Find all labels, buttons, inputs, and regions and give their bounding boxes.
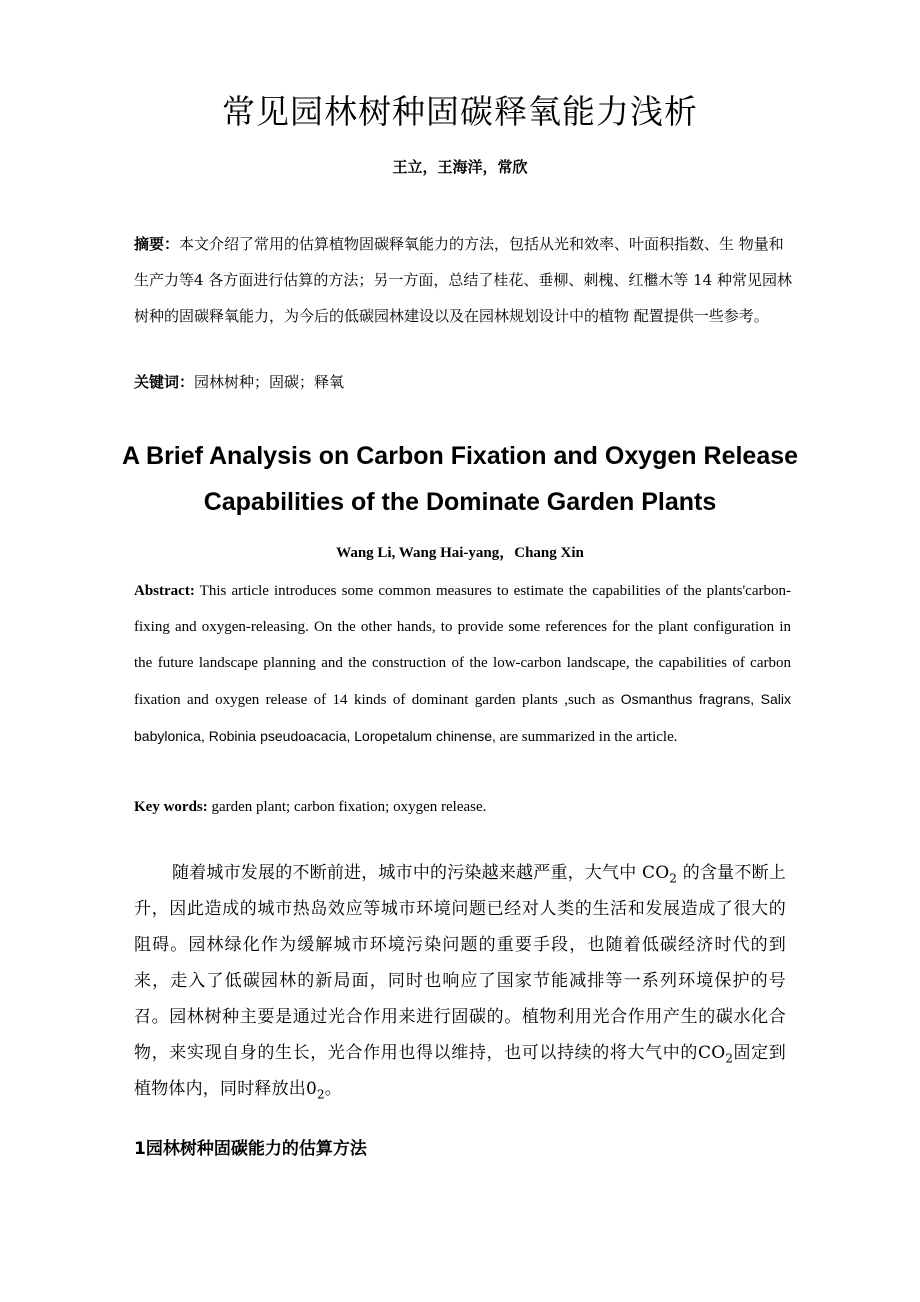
body-text-part: 随着城市发展的不断前进，城市中的污染越来越严重，大气中 CO (172, 863, 670, 883)
chinese-keywords (134, 366, 794, 398)
subscript: 2 (317, 1087, 325, 1102)
subscript: 2 (669, 871, 678, 886)
chinese-abstract-label: 摘要： (134, 235, 180, 253)
english-keywords-label: Key words: (134, 799, 208, 815)
body-text-part: 的含量不断上升，因此造成的城市热岛效应等城市环境问题已经对人类的生活和发展造成了很大的阻碍。园林绿化作为缓解城市环境污染问题的重要手段，也随着低碳经济时代的到来，走入了低碳园林的新局面，同时也响应了国家节能减排等一系列环境保护的号召。园林树种主要是通过光合作用来进行固碳的。植物利用光合作用产生的碳水化合物，来实现自身的生长，光合作用也得以维持，也可以持续的将大气中的CO (134, 863, 786, 1063)
english-title: A Brief Analysis on Carbon Fixation and Oxygen Release Capabilities of the Dominate Garden Plants (121, 442, 799, 516)
english-abstract-text-end: are summarized in the article. (495, 729, 678, 745)
english-keywords-text: garden plant; carbon fixation; oxygen release. (207, 799, 487, 815)
english-abstract-species: Osmanthus fragrans, Salix babylonica, Robinia pseudoacacia, Loropetalum chinense, (134, 691, 791, 744)
english-abstract-label: Abstract: (134, 583, 195, 599)
body-text-part: 固定到植物体内，同时释放出0 (134, 1043, 786, 1099)
chinese-authors: 王立，王海洋，常欣 (392, 158, 528, 176)
body-text-part: 。 (324, 1079, 342, 1099)
english-abstract-text: This article introduces some common measures to estimate the capabilities of the plants'carbon-fixing and oxygen-releasing. On the other hands, to provide some references for the plant configuration in the future landscape planning and the construction of the low-carbon landscape, the capabilities of carbon fixation and oxygen release of 14 kinds of dominant garden plants ,such as (134, 583, 791, 708)
english-authors: Wang Li, Wang Hai-yang，Chang Xin (336, 545, 584, 561)
body-paragraph (134, 855, 786, 1107)
chinese-keywords-text: 园林树种；固碳；释氧 (194, 373, 345, 391)
english-keywords (134, 794, 791, 820)
chinese-keywords-label: 关键词： (134, 373, 195, 391)
chinese-title: 常见园林树种固碳释氧能力浅析 (222, 92, 698, 131)
chinese-abstract (134, 226, 794, 334)
section-heading: 1园林树种固碳能力的估算方法 (134, 1139, 367, 1159)
english-abstract (134, 573, 791, 755)
subscript: 2 (725, 1051, 734, 1066)
chinese-abstract-text: 本文介绍了常用的估算植物固碳释氧能力的方法，包括从光和效率、叶面积指数、生 物量和生产力等4 各方面进行估算的方法；另一方面，总结了桂花、垂柳、刺槐、红檵木等 14 种常见园林树种的固碳释氧能力，为今后的低碳园林建设以及在园林规划设计中的植物 配置提供一些参考。 (134, 235, 792, 325)
